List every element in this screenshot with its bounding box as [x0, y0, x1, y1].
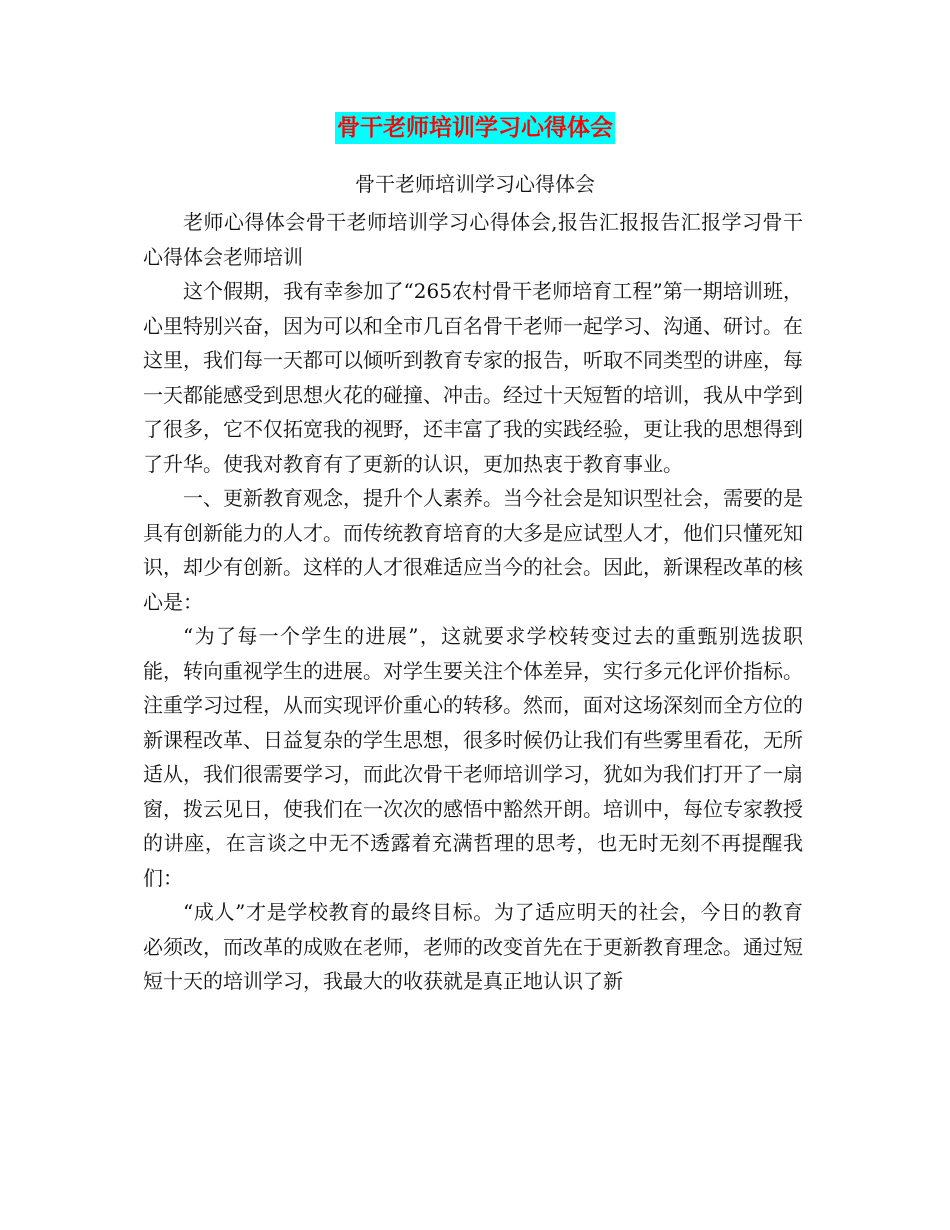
paragraph: “成人”才是学校教育的最终目标。为了适应明天的社会，今日的教育必须改，而改革的成败在老师，老师的改变首先在于更新教育理念。通过短短十天的培训学习，我最大的收获就是真正地认识了新 — [143, 900, 803, 993]
paragraph: 老师心得体会骨干老师培训学习心得体会,报告汇报报告汇报学习骨干心得体会老师培训 — [143, 210, 803, 269]
paragraph: “为了每一个学生的进展”，这就要求学校转变过去的重甄别选拔职能，转向重视学生的进展。对学生要关注个体差异，实行多元化评价指标。注重学习过程，从而实现评价重心的转移。然而，面对这场深刻而全方位的新课程改革、日益复杂的学生思想，很多时候仍让我们有些雾里看花，无所适从，我们很需要学习，而此次骨干老师培训学习，犹如为我们打开了一扇窗，拨云见日，使我们在一次次的感悟中豁然开朗。培训中，每位专家教授的讲座，在言谈之中无不透露着充满哲理的思考，也无时无刻不再提醒我们： — [143, 624, 803, 890]
document-body — [143, 205, 803, 999]
document-title: 骨干老师培训学习心得体会 — [335, 112, 615, 144]
title-container — [0, 112, 950, 144]
paragraph: 一、更新教育观念，提升个人素养。当今社会是知识型社会，需要的是具有创新能力的人才。而传统教育培育的大多是应试型人才，他们只懂死知识，却少有创新。这样的人才很难适应当今的社会。因此，新课程改革的核心是： — [143, 486, 803, 614]
paragraph: 这个假期，我有幸参加了“265农村骨干老师培育工程”第一期培训班，心里特别兴奋，因为可以和全市几百名骨干老师一起学习、沟通、研讨。在这里，我们每一天都可以倾听到教育专家的报告，听取不同类型的讲座，每一天都能感受到思想火花的碰撞、冲击。经过十天短暂的培训，我从中学到了很多，它不仅拓宽我的视野，还丰富了我的实践经验，更让我的思想得到了升华。使我对教育有了更新的认识，更加热衷于教育事业。 — [143, 279, 803, 476]
document-subtitle: 骨干老师培训学习心得体会 — [355, 172, 595, 196]
